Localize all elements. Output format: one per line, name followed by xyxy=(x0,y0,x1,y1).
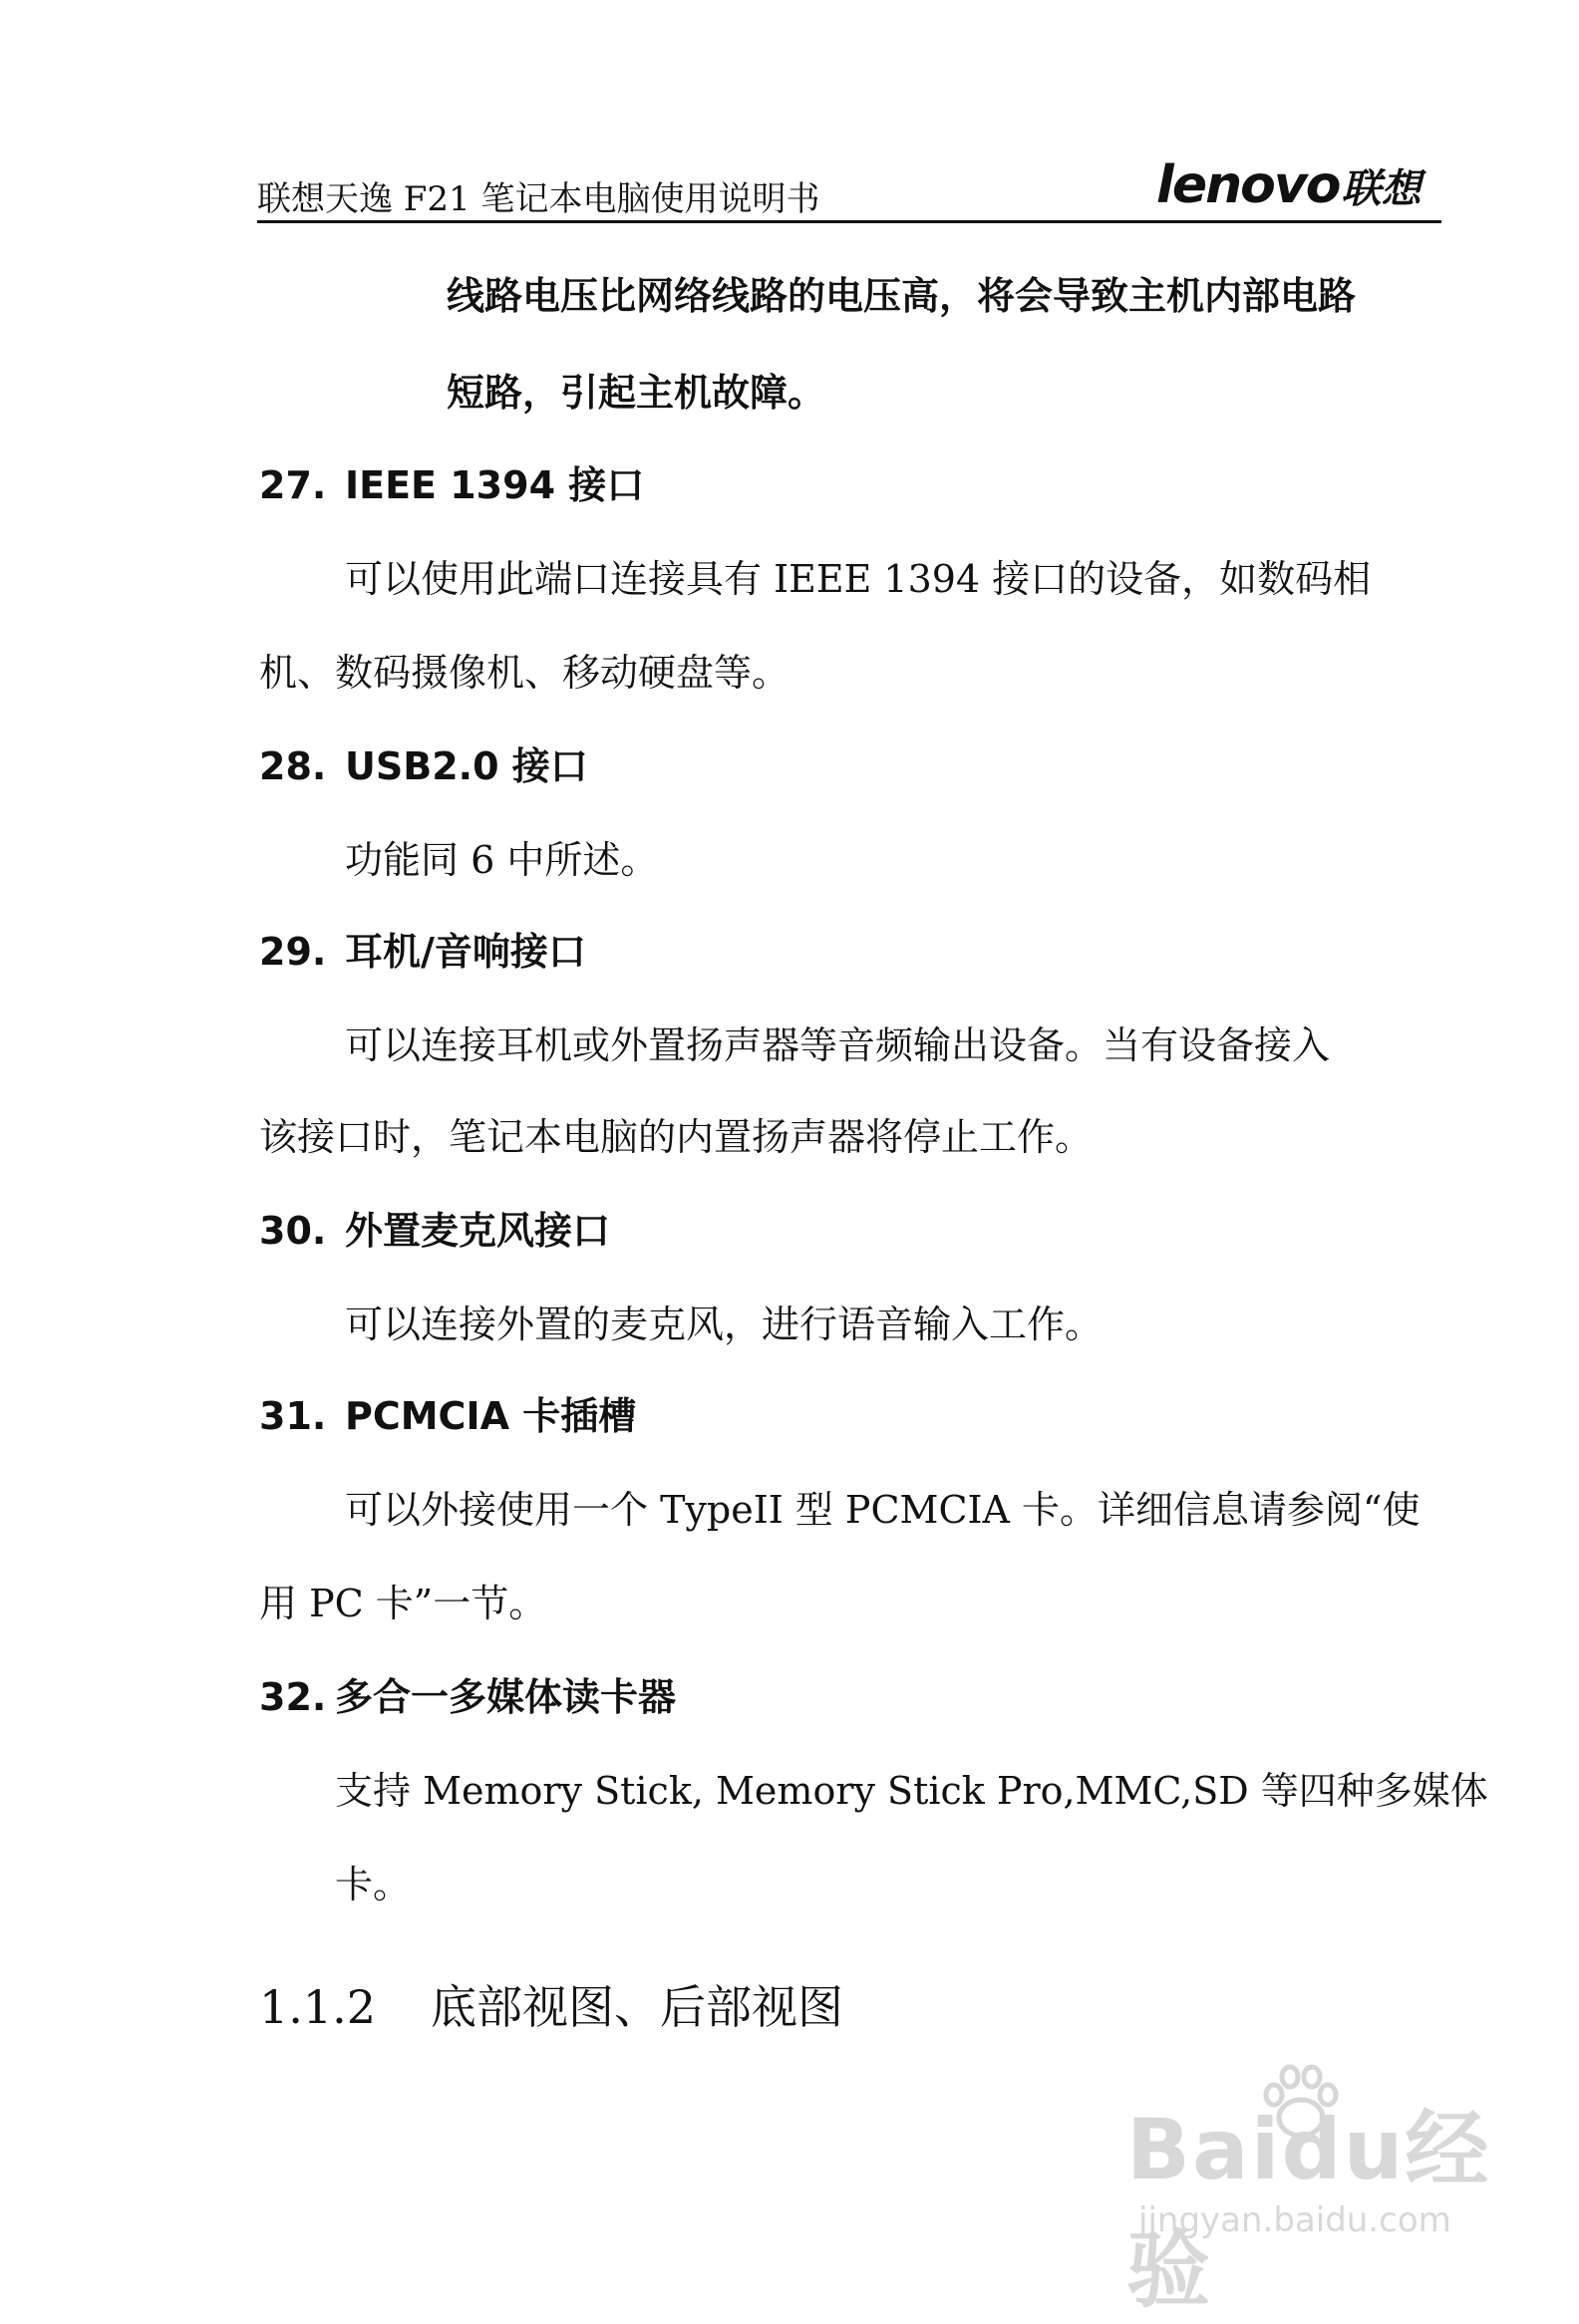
item-title: PCMCIA 卡插槽 xyxy=(345,1394,637,1438)
item-body-line: 可以连接耳机或外置扬声器等音频输出设备。当有设备接入 xyxy=(345,1023,1331,1067)
baidu-watermark xyxy=(1116,2063,1535,2319)
item-body-line: 可以外接使用一个 TypeII 型 PCMCIA 卡。详细信息请参阅“使 xyxy=(345,1488,1421,1532)
item-heading xyxy=(259,930,586,974)
continuation-line: 线路电压比网络线路的电压高，将会导致主机内部电路 xyxy=(447,274,1357,318)
item-heading xyxy=(259,463,645,507)
item-body-line: 机、数码摄像机、移动硬盘等。 xyxy=(259,651,790,695)
watermark-url: jingyan.baidu.com xyxy=(1138,2200,1451,2240)
item-title: 耳机/音响接口 xyxy=(345,930,586,974)
header-divider xyxy=(257,220,1441,223)
item-number: 32. xyxy=(259,1675,327,1719)
item-heading xyxy=(259,1675,677,1719)
item-body-line: 可以连接外置的麦克风，进行语音输入工作。 xyxy=(345,1303,1104,1346)
continuation-line: 短路，引起主机故障。 xyxy=(447,371,826,415)
item-body-line: 卡。 xyxy=(335,1863,412,1906)
section-heading xyxy=(259,1971,843,2037)
item-title: USB2.0 接口 xyxy=(345,744,588,788)
item-title: 外置麦克风接口 xyxy=(345,1209,611,1253)
section-number: 1.1.2 xyxy=(259,1980,377,2034)
item-title: 多合一多媒体读卡器 xyxy=(335,1675,677,1719)
item-number: 28. xyxy=(259,744,327,788)
item-number: 27. xyxy=(259,463,327,507)
logo-text-cn: 联想 xyxy=(1341,166,1421,212)
item-body-line: 用 PC 卡”一节。 xyxy=(259,1582,547,1625)
header-title: 联想天逸 F21 笔记本电脑使用说明书 xyxy=(257,179,820,219)
watermark-logo: Baidu经验 xyxy=(1126,2101,1491,2319)
item-number: 30. xyxy=(259,1209,327,1253)
item-body-line: 该接口时，笔记本电脑的内置扬声器将停止工作。 xyxy=(259,1115,1094,1159)
item-heading xyxy=(259,744,588,788)
item-number: 29. xyxy=(259,930,327,974)
item-body-line: 可以使用此端口连接具有 IEEE 1394 接口的设备，如数码相 xyxy=(345,557,1372,601)
item-number: 31. xyxy=(259,1394,327,1438)
logo-text-en: lenovo xyxy=(1156,155,1340,215)
item-heading xyxy=(259,1209,611,1253)
item-heading xyxy=(259,1394,637,1438)
lenovo-logo xyxy=(1156,155,1421,215)
item-title: IEEE 1394 接口 xyxy=(345,463,645,507)
section-title: 底部视图、后部视图 xyxy=(431,1980,843,2034)
item-body-line: 功能同 6 中所述。 xyxy=(345,838,659,882)
item-body-line: 支持 Memory Stick, Memory Stick Pro,MMC,SD 等四种多媒体 xyxy=(335,1769,1488,1813)
